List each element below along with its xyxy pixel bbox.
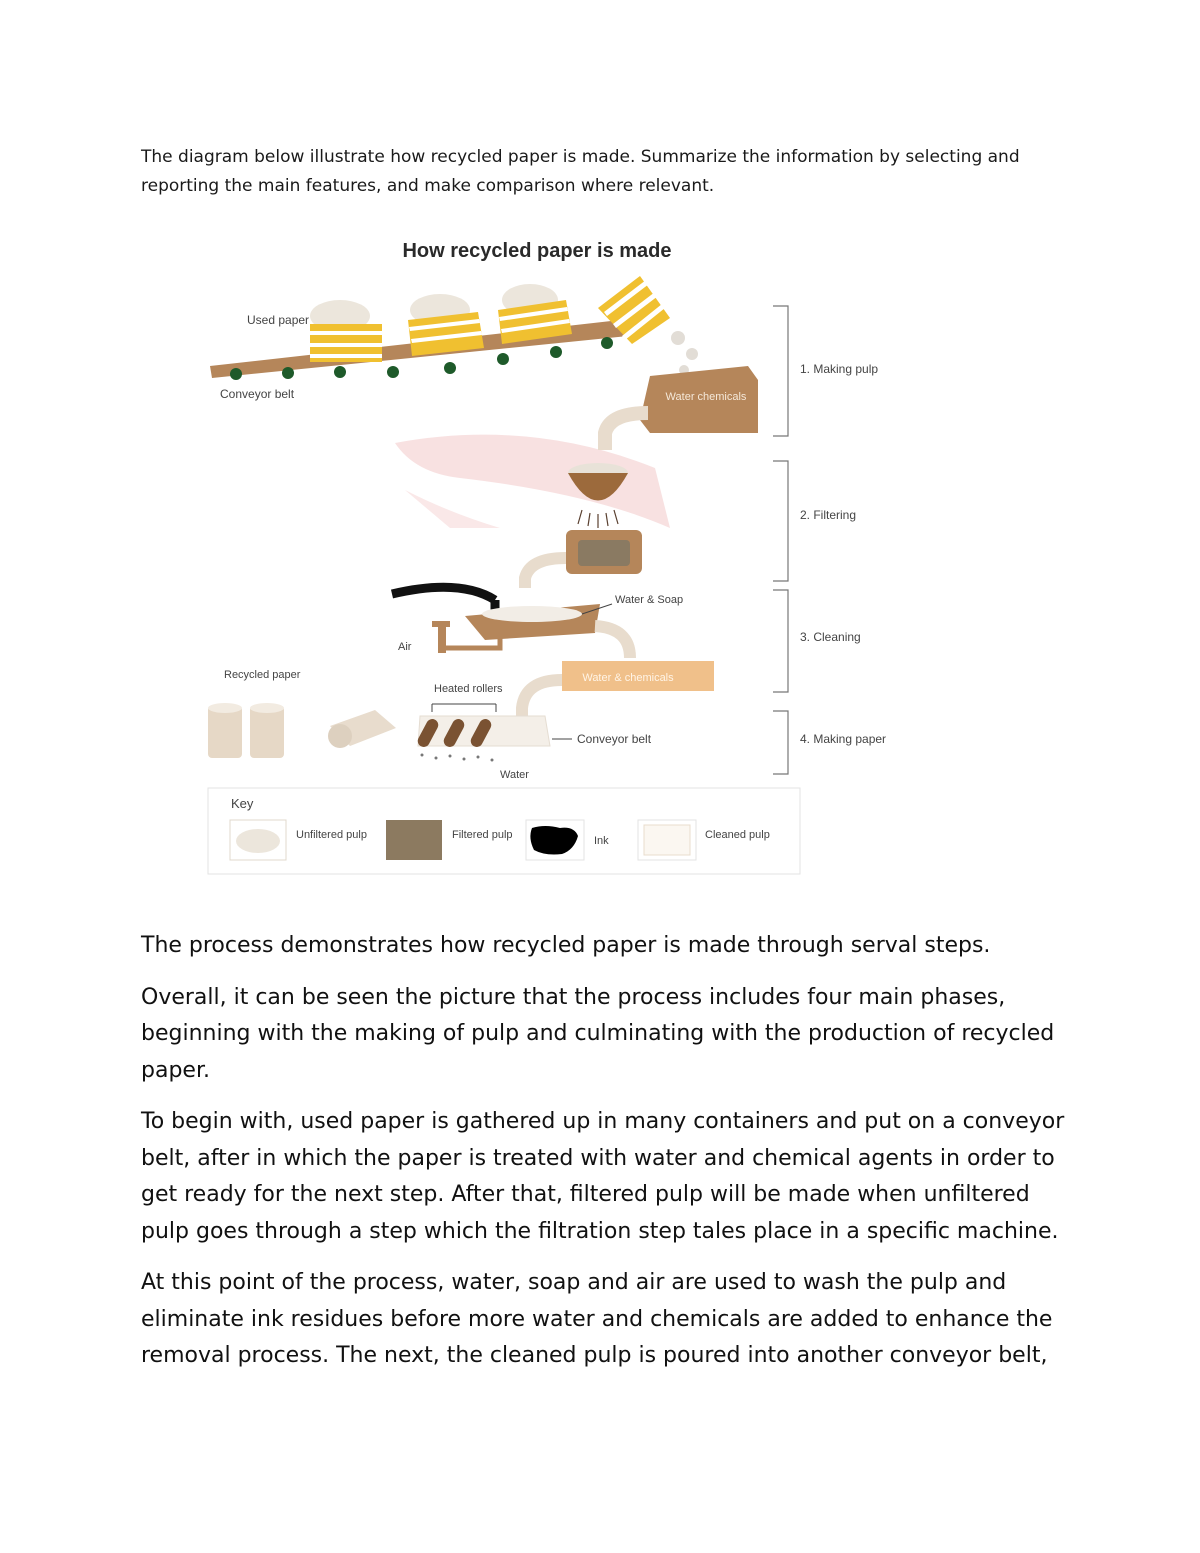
- key-label-filtered: Filtered pulp: [452, 829, 513, 841]
- filter-drips: [578, 510, 618, 528]
- essay-paragraph: At this point of the process, water, soap and air are used to wash the pulp and eliminate ink residues before more water and chemicals are added to enhance the removal process. The next, the cleaned pulp is poured into another conveyor belt,: [141, 1270, 1053, 1368]
- label-used-paper: Used paper: [247, 313, 310, 327]
- key-label-unfiltered: Unfiltered pulp: [296, 829, 367, 841]
- key-title: Key: [231, 796, 254, 811]
- recycled-paper-diagram: [200, 228, 920, 883]
- paper-crate: [408, 294, 484, 356]
- diagram-title: How recycled paper is made: [402, 240, 672, 262]
- pulp-to-belt-pipe: [522, 680, 562, 718]
- recycled-paper-roll-top: [208, 703, 242, 713]
- water-drops: [421, 754, 494, 762]
- label-water-chemicals-box: Water & chemicals: [582, 672, 674, 684]
- ink-stream: [392, 587, 495, 600]
- cleaning-tub-pulp: [482, 606, 582, 622]
- recycled-paper-roll: [250, 706, 284, 758]
- recycled-paper-roll: [208, 706, 242, 758]
- unfiltered-pulp-icon: [236, 829, 280, 853]
- cleaned-pulp-icon: [644, 825, 690, 855]
- stage-making-pulp: 1. Making pulp: [800, 362, 879, 376]
- air-valve: [438, 623, 446, 653]
- recycled-paper-roll-top: [250, 703, 284, 713]
- label-air: Air: [398, 641, 412, 653]
- essay-paragraph: Overall, it can be seen the picture that the process includes four main phases, beginning with the making of pulp and culminating with the production of recycled paper.: [141, 984, 1055, 1083]
- paper-roll: [328, 724, 352, 748]
- label-conveyor-belt-bottom: Conveyor belt: [577, 732, 652, 746]
- stage-filtering: 2. Filtering: [800, 508, 857, 522]
- essay-paragraph: To begin with, used paper is gathered up in many containers and put on a conveyor belt, after in which the paper is treated with water and chemical agents in order to get ready for the next step. After that, filtered pulp will be made when unfiltered pulp goes through a step which the filtration step tales place in a specific machine.: [141, 1109, 1065, 1244]
- stage-making-paper: 4. Making paper: [800, 732, 887, 746]
- label-water-chemicals-tank: Water chemicals: [665, 391, 747, 403]
- cleaned-pipe: [595, 626, 630, 658]
- essay-paragraph: The process demonstrates how recycled paper is made through serval steps.: [141, 933, 991, 958]
- task-prompt: The diagram below illustrate how recycled paper is made. Summarize the information by selecting and reporting the main features, and make comparison where relevant.: [141, 147, 1020, 196]
- background-swoosh-small: [405, 490, 500, 528]
- falling-paper: [671, 331, 698, 375]
- filtered-pipe: [525, 558, 566, 588]
- stage-cleaning: 3. Cleaning: [800, 630, 861, 644]
- key-label-cleaned: Cleaned pulp: [705, 829, 770, 841]
- diagram-svg: [200, 228, 920, 883]
- label-recycled-paper: Recycled paper: [224, 669, 301, 681]
- label-heated-rollers: Heated rollers: [434, 683, 503, 695]
- label-water: Water: [500, 769, 529, 781]
- pulp-pipe: [605, 413, 648, 450]
- paper-crate: [498, 284, 572, 344]
- filtered-pulp: [578, 540, 630, 566]
- essay-body: [141, 928, 1071, 1390]
- paper-crate: [310, 300, 382, 362]
- stage-brackets: [773, 306, 788, 774]
- key-swatch-filtered: [386, 820, 442, 860]
- label-conveyor-belt-top: Conveyor belt: [220, 387, 295, 401]
- label-water-soap: Water & Soap: [615, 594, 684, 606]
- heated-rollers: [416, 717, 494, 749]
- air-valve-handle: [432, 621, 450, 627]
- key-label-ink: Ink: [594, 835, 609, 847]
